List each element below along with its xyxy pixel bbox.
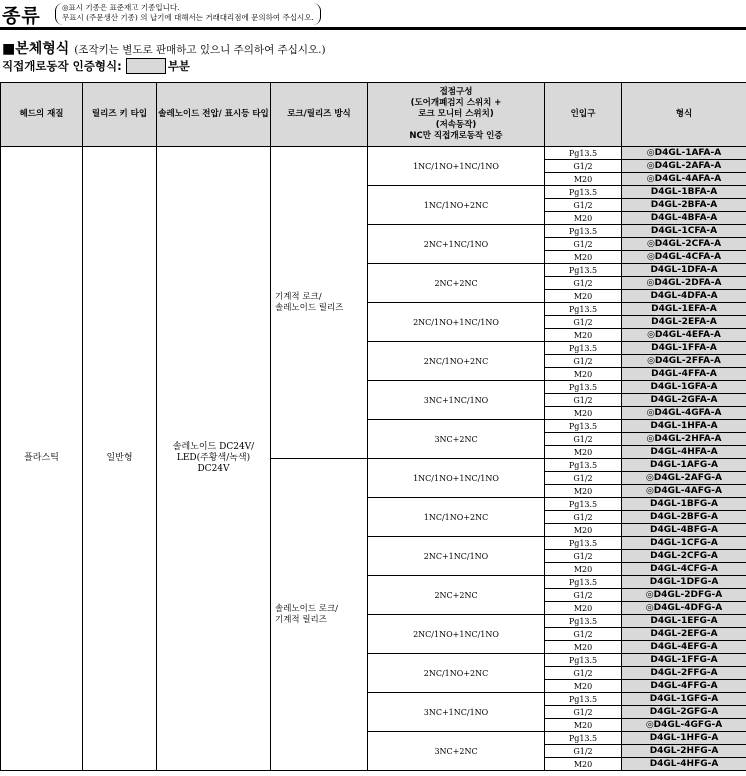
header-solenoid: 솔레노이드 전압/ 표시등 타입 [157,83,271,147]
inlet-cell: Pg13.5 [545,654,622,667]
model-cell: D4GL-1HFG-A [622,732,746,745]
header-release-key: 릴리즈 키 타입 [83,83,157,147]
model-cell: D4GL-4EFG-A [622,641,746,654]
lock-method-line-1: 기계적 로크/ [275,291,322,302]
section-subtitle: (조작키는 별도로 판매하고 있으니 주의하여 주십시오.) [74,44,326,56]
inlet-cell: M20 [545,719,622,732]
inlet-cell: Pg13.5 [545,693,622,706]
header-contact-line-1: 접점구성 [439,87,473,97]
header-contact-line-3: 로크 모니터 스위치) [418,109,494,119]
inlet-cell: M20 [545,446,622,459]
model-cell: D4GL-4HFG-A [622,758,746,771]
model-cell: D4GL-4FFG-A [622,680,746,693]
model-cell: D4GL-2BFG-A [622,511,746,524]
stock-note-line-2: 무표시 (주문생산 기종) 의 납기에 대해서는 거래대리점에 문의하여 주십시오. [62,13,314,22]
table-header-row [1,83,746,147]
header-contact-config [368,83,545,147]
head-material-cell: 플라스틱 [1,147,83,771]
inlet-cell: M20 [545,251,622,264]
header-contact-line-4: (저속동작) [435,120,477,130]
model-cell: ◎D4GL-2AFG-A [622,472,746,485]
inlet-cell: M20 [545,602,622,615]
contact-config-cell: 1NC/1NO+1NC/1NO [368,147,545,186]
page-title: 종류 [2,5,41,27]
model-cell: D4GL-2EFG-A [622,628,746,641]
lock-method-line-2: 솔레노이드 릴리즈 [275,302,344,313]
inlet-cell: G1/2 [545,706,622,719]
model-cell: D4GL-4FFA-A [622,368,746,381]
inlet-cell: G1/2 [545,628,622,641]
model-cell: D4GL-1HFA-A [622,420,746,433]
certification-line [2,58,190,74]
solenoid-line-2: LED(주황색/녹색) [176,453,251,463]
contact-config-cell: 3NC+1NC/1NO [368,381,545,420]
inlet-cell: M20 [545,329,622,342]
header-head-material: 헤드의 재질 [1,83,83,147]
model-cell: D4GL-1GFA-A [622,381,746,394]
model-cell: ◎D4GL-2AFA-A [622,160,746,173]
header-rule [0,27,746,30]
inlet-cell: G1/2 [545,355,622,368]
inlet-cell: M20 [545,524,622,537]
model-cell: D4GL-2EFA-A [622,316,746,329]
model-cell: ◎D4GL-4EFA-A [622,329,746,342]
contact-config-cell: 2NC/1NO+1NC/1NO [368,303,545,342]
model-cell: ◎D4GL-4GFA-A [622,407,746,420]
model-cell: D4GL-4DFA-A [622,290,746,303]
model-cell: ◎D4GL-2CFA-A [622,238,746,251]
contact-config-cell: 1NC/1NO+2NC [368,498,545,537]
cert-label: 직접개로동작 인증형식: [2,59,122,73]
model-cell: D4GL-2GFG-A [622,706,746,719]
model-cell: D4GL-1EFG-A [622,615,746,628]
release-key-cell: 일반형 [83,147,157,771]
model-cell: D4GL-1GFG-A [622,693,746,706]
solenoid-line-3: DC24V [197,464,230,474]
inlet-cell: G1/2 [545,277,622,290]
inlet-cell: M20 [545,758,622,771]
model-cell: ◎D4GL-2DFA-A [622,277,746,290]
model-cell: D4GL-2CFG-A [622,550,746,563]
contact-config-cell: 2NC/1NO+2NC [368,654,545,693]
inlet-cell: Pg13.5 [545,459,622,472]
model-cell: D4GL-1DFA-A [622,264,746,277]
inlet-cell: Pg13.5 [545,303,622,316]
model-cell: ◎D4GL-4AFG-A [622,485,746,498]
page-header [0,0,746,28]
model-cell: D4GL-1CFG-A [622,537,746,550]
stock-note [55,3,321,25]
model-cell: D4GL-2FFG-A [622,667,746,680]
inlet-cell: Pg13.5 [545,732,622,745]
model-cell: D4GL-4HFA-A [622,446,746,459]
inlet-cell: M20 [545,485,622,498]
model-cell: ◎D4GL-4DFG-A [622,602,746,615]
model-cell: ◎D4GL-4AFA-A [622,173,746,186]
contact-config-cell: 2NC+1NC/1NO [368,537,545,576]
model-cell: D4GL-4BFA-A [622,212,746,225]
model-cell: D4GL-1BFA-A [622,186,746,199]
section-heading [2,38,326,58]
inlet-cell: G1/2 [545,238,622,251]
inlet-cell: Pg13.5 [545,186,622,199]
inlet-cell: M20 [545,290,622,303]
model-cell: ◎D4GL-4CFA-A [622,251,746,264]
lock-method-cell [271,459,368,771]
contact-config-cell: 2NC/1NO+2NC [368,342,545,381]
inlet-cell: Pg13.5 [545,420,622,433]
inlet-cell: G1/2 [545,667,622,680]
header-contact-line-2: (도어개폐검지 스위치 + [410,98,502,108]
lock-method-line-2: 기계적 릴리즈 [275,614,327,625]
model-cell: D4GL-1EFA-A [622,303,746,316]
model-cell: D4GL-1FFA-A [622,342,746,355]
inlet-cell: M20 [545,563,622,576]
model-cell: D4GL-1CFA-A [622,225,746,238]
header-inlet: 인입구 [545,83,622,147]
inlet-cell: Pg13.5 [545,381,622,394]
inlet-cell: G1/2 [545,433,622,446]
inlet-cell: G1/2 [545,394,622,407]
inlet-cell: G1/2 [545,589,622,602]
cert-shade-swatch [126,58,166,74]
contact-config-cell: 2NC/1NO+1NC/1NO [368,615,545,654]
cert-suffix: 부분 [167,59,190,73]
contact-config-cell: 3NC+2NC [368,420,545,459]
model-cell: D4GL-2HFG-A [622,745,746,758]
model-cell: D4GL-4BFG-A [622,524,746,537]
header-lock: 로크/릴리즈 방식 [271,83,368,147]
model-cell: ◎D4GL-1AFA-A [622,147,746,160]
inlet-cell: M20 [545,680,622,693]
inlet-cell: M20 [545,173,622,186]
header-model: 형식 [622,83,746,147]
model-table [0,82,746,771]
inlet-cell: G1/2 [545,316,622,329]
inlet-cell: M20 [545,641,622,654]
contact-config-cell: 2NC+2NC [368,576,545,615]
contact-config-cell: 2NC+2NC [368,264,545,303]
model-cell: D4GL-1DFG-A [622,576,746,589]
lock-method-cell [271,147,368,459]
model-cell: D4GL-1FFG-A [622,654,746,667]
stock-note-line-1: ◎표시 기종은 표준재고 기종입니다. [62,3,180,12]
inlet-cell: G1/2 [545,550,622,563]
contact-config-cell: 3NC+1NC/1NO [368,693,545,732]
contact-config-cell: 1NC/1NO+1NC/1NO [368,459,545,498]
contact-config-cell: 3NC+2NC [368,732,545,771]
model-cell: ◎D4GL-2FFA-A [622,355,746,368]
inlet-cell: G1/2 [545,472,622,485]
inlet-cell: M20 [545,212,622,225]
model-cell: D4GL-4CFG-A [622,563,746,576]
inlet-cell: M20 [545,368,622,381]
model-cell: D4GL-1AFG-A [622,459,746,472]
model-cell: ◎D4GL-2HFA-A [622,433,746,446]
inlet-cell: Pg13.5 [545,225,622,238]
inlet-cell: G1/2 [545,745,622,758]
model-cell: ◎D4GL-2DFG-A [622,589,746,602]
lock-method-line-1: 솔레노이드 로크/ [275,603,339,614]
model-cell: D4GL-2GFA-A [622,394,746,407]
inlet-cell: G1/2 [545,511,622,524]
section-title: ■본체형식 [2,41,70,57]
inlet-cell: Pg13.5 [545,615,622,628]
inlet-cell: G1/2 [545,160,622,173]
inlet-cell: Pg13.5 [545,537,622,550]
inlet-cell: Pg13.5 [545,576,622,589]
inlet-cell: M20 [545,407,622,420]
inlet-cell: G1/2 [545,199,622,212]
model-cell: ◎D4GL-4GFG-A [622,719,746,732]
contact-config-cell: 1NC/1NO+2NC [368,186,545,225]
table-row [1,147,746,160]
contact-config-cell: 2NC+1NC/1NO [368,225,545,264]
solenoid-line-1: 솔레노이드 DC24V/ [172,442,255,452]
table-body [1,147,746,771]
solenoid-cell [157,147,271,771]
model-cell: D4GL-2BFA-A [622,199,746,212]
inlet-cell: Pg13.5 [545,498,622,511]
inlet-cell: Pg13.5 [545,342,622,355]
header-contact-line-5: NC만 직접개로동작 인증 [409,131,503,141]
model-cell: D4GL-1BFG-A [622,498,746,511]
inlet-cell: Pg13.5 [545,147,622,160]
inlet-cell: Pg13.5 [545,264,622,277]
